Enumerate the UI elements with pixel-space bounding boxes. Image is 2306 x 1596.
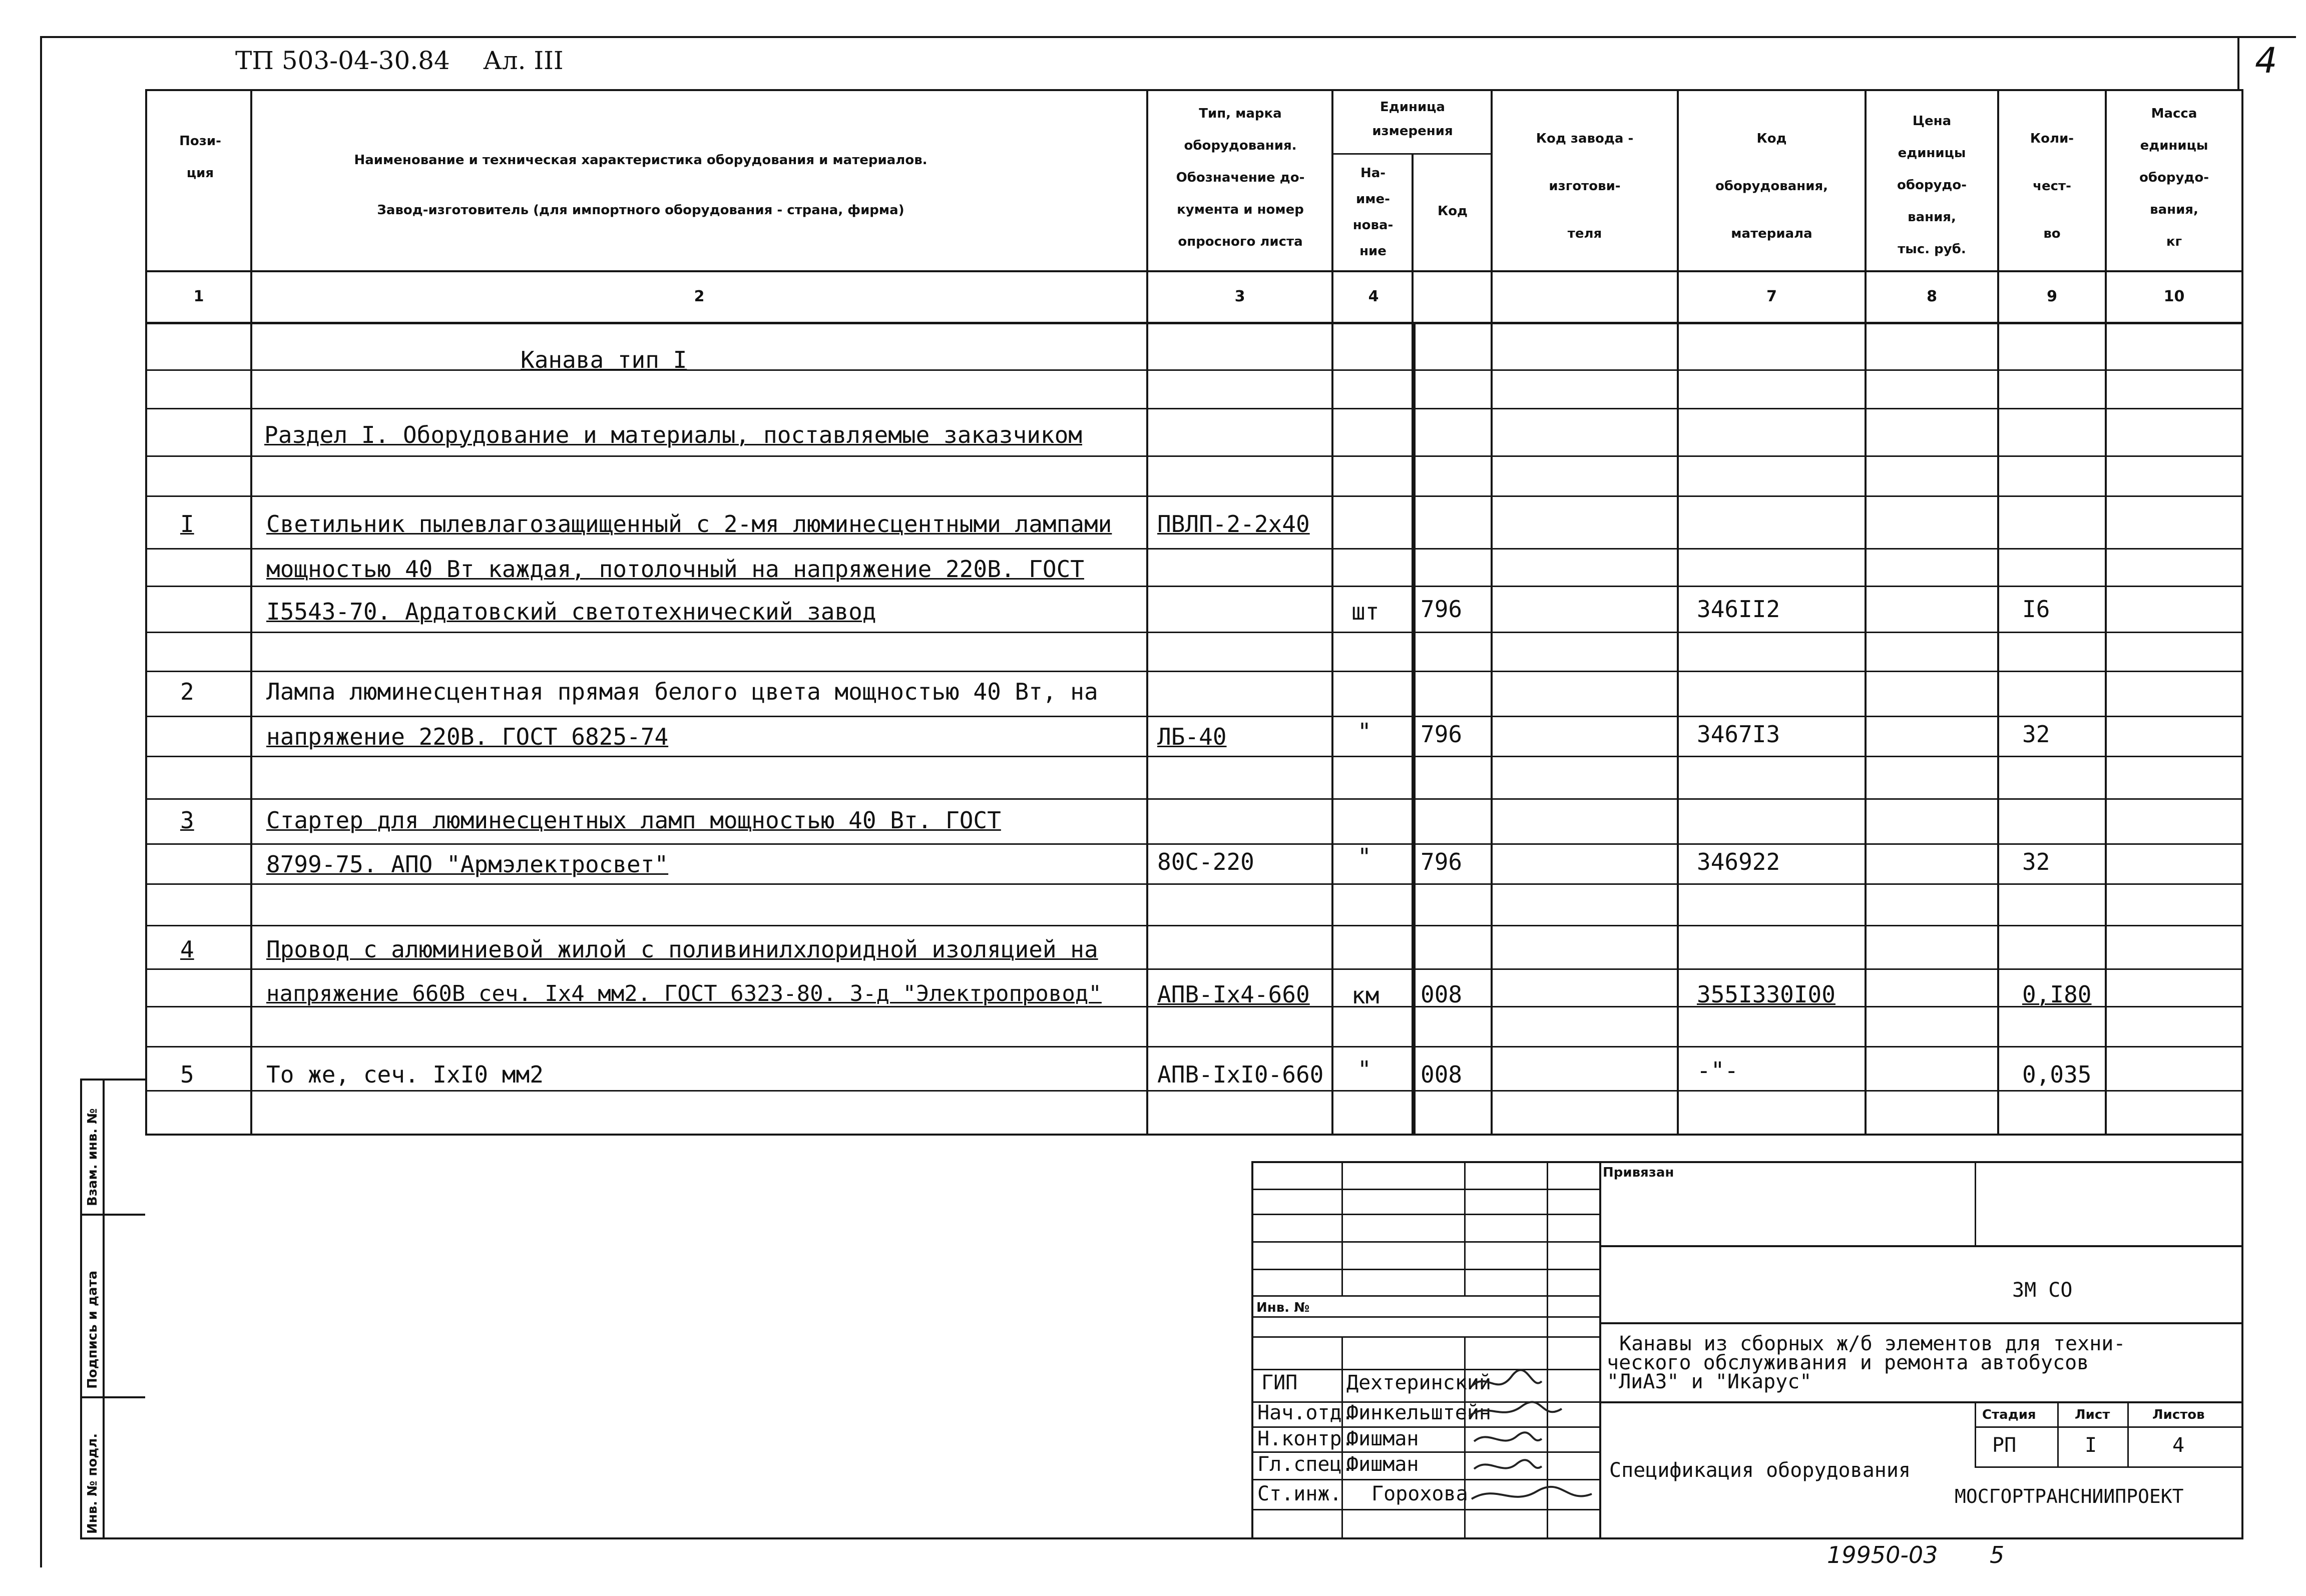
item-unit-code: 008 [1421,1061,1463,1088]
side-label-signature-date: Подпись и дата [85,1270,100,1389]
item-name-line: I5543-70. Ардатовский светотехнический завод [266,598,876,625]
top-border [40,36,2296,38]
role-label: Нач.отд. [1257,1401,1354,1424]
row-line [145,632,2243,633]
row-line [145,671,2243,672]
col-number: 9 [2047,288,2057,305]
item-name-line: напряжение 660В сеч. Iх4 мм2. ГОСТ 6323-80. З-д "Электропровод" [266,981,1102,1006]
item-position: 4 [180,936,194,963]
corner-box-line [2237,36,2239,91]
row-line [145,925,2243,926]
header-unit-code: Код [1437,204,1468,219]
item-type: ЛБ-40 [1157,723,1227,750]
item-position: 5 [180,1061,194,1088]
item-type: АПВ-IхI0-660 [1157,1061,1324,1088]
col-line [2241,89,2243,1135]
header-position: Пози- ция [179,134,221,181]
col-number: 1 [193,288,204,305]
header-quantity: Коли- чест- во [2030,131,2074,241]
item-code: 346II2 [1697,596,1780,623]
signature-scribbles [1467,1366,1602,1516]
footer-number: 19950-03 [1827,1541,1938,1568]
tb-row [1599,1245,2243,1247]
col-line [1414,324,1416,1135]
table-top [145,89,2243,91]
sheet-corner-number: 4 [2255,40,2277,81]
left-margin-line [40,36,42,1567]
doc-code: ТП 503-04-30.84 [235,46,450,75]
header-equip-code: Код оборудования, материала [1715,131,1828,241]
organization-name: МОСГОРТРАНСНИИПРОЕКТ [1955,1485,2184,1507]
frame-bottom-right [2241,1134,2243,1539]
side-label-replace-inv: Взам. инв. № [85,1108,100,1206]
row-line [145,369,2243,371]
tb-row [1599,1401,2243,1403]
role-name: Фишман [1346,1453,1419,1476]
col-number: 4 [1368,288,1379,305]
role-label: Ст.инж. [1257,1482,1342,1505]
item-quantity: 32 [2022,848,2050,875]
item-quantity: 32 [2022,721,2050,748]
tb-row [1251,1214,1599,1215]
album-label: Ал. III [483,46,564,75]
item-name-line: напряжение 220В. ГОСТ 6825-74 [266,723,669,750]
item-code: -"- [1697,1057,1739,1084]
object-name-line: Канавы из сборных ж/б элементов для техни- [1619,1332,2126,1355]
item-name-line: Светильник пылевлагозащищенный с 2-мя люминесцентными лампами [266,510,1112,538]
col-number: 3 [1234,288,1245,305]
row-line [145,495,2243,497]
section-title: Канава тип I [521,346,687,373]
item-quantity: I6 [2022,596,2050,623]
header-type: Тип, марка оборудования. Обозначение до- кумента и номер опросного листа [1176,106,1305,249]
stage-label: Стадия [1982,1407,2036,1422]
row-line [145,408,2243,409]
tb-col [1975,1161,1976,1246]
item-name-line: Стартер для люминесцентных ламп мощностью 40 Вт. ГОСТ [266,807,1001,834]
side-label-original-inv: Инв. № подл. [85,1433,100,1534]
item-quantity: 0,035 [2022,1061,2092,1088]
object-name-line: "ЛиАЗ" и "Икарус" [1607,1370,1812,1393]
item-name-line: Провод с алюминиевой жилой с поливинилхлоридной изоляцией на [266,936,1098,963]
tb-col [1975,1401,1976,1466]
header-price: Цена единицы оборудо- вания, тыс. руб. [1897,114,1967,257]
row-line [145,843,2243,845]
item-type: АПВ-Iх4-660 [1157,981,1310,1008]
privyazan-label: Привязан [1603,1165,1674,1180]
row-line [145,548,2243,550]
row-line [145,586,2243,587]
stage-code: ЗМ СО [2012,1279,2073,1302]
item-unit: " [1357,843,1371,870]
sheet-label: Лист [2075,1407,2110,1422]
tb-col [2127,1401,2129,1466]
role-name: Горохова [1371,1482,1468,1505]
row-line [145,1090,2243,1092]
tb-row [1251,1269,1599,1270]
row-line [145,455,2243,457]
sheets-value: 4 [2172,1434,2185,1457]
item-unit: " [1357,1056,1371,1083]
col-number: 10 [2163,288,2185,305]
item-name-line: мощностью 40 Вт каждая, потолочный на напряжение 220В. ГОСТ [266,556,1084,583]
header-factory-code: Код завода - изготови- теля [1536,131,1634,241]
document-name: Спецификация оборудования [1609,1459,1911,1482]
item-name-line: 8799-75. АПО "Армэлектросвет" [266,851,669,878]
header-unit-name: На- име- нова- ние [1352,166,1394,259]
object-name-line: ческого обслуживания и ремонта автобусов [1607,1351,2089,1374]
frame-bottom [80,1537,2243,1539]
side-sep [80,1396,145,1398]
col-number: 7 [1766,288,1777,305]
tb-col [2057,1401,2059,1466]
row-line [145,1134,2243,1136]
item-unit: км [1351,982,1379,1009]
stage-value: РП [1992,1434,2017,1457]
side-col-left [80,1079,82,1539]
item-name-line: То же, сеч. IхI0 мм2 [266,1061,544,1088]
item-position: 2 [180,678,194,705]
tb-row [1251,1189,1599,1190]
col-number: 2 [694,288,705,305]
item-unit-code: 796 [1421,848,1463,875]
header-mass: Масса единицы оборудо- вания, кг [2139,106,2209,249]
item-position: 3 [180,807,194,834]
col-number: 8 [1927,288,1937,305]
side-col-mid [103,1079,105,1539]
row-line [145,716,2243,717]
tb-row [1251,1295,1599,1297]
tb-row [1251,1316,1599,1318]
tb-row [1599,1322,2243,1324]
row-line [145,968,2243,970]
tb-row [1975,1466,2243,1468]
role-label: Гл.спец. [1257,1453,1354,1476]
col-line [145,89,147,1135]
numbers-bottom [145,322,2243,324]
tb-left [1251,1161,1253,1539]
section-subtitle: Раздел I. Оборудование и материалы, поставляемые заказчиком [264,421,1082,448]
item-unit: шт [1351,598,1379,625]
item-unit: " [1357,718,1371,745]
role-label: Н.контр. [1257,1427,1354,1450]
header-unit-group: Единица измерения [1372,100,1453,139]
item-type: ПВЛП-2-2х40 [1157,510,1310,538]
tb-row [1251,1336,1599,1338]
sheet-value: I [2085,1434,2097,1457]
item-code: 355I330I00 [1697,981,1835,1008]
item-code: 3467I3 [1697,721,1780,748]
tb-row [1975,1426,2243,1428]
item-unit-code: 008 [1421,981,1463,1008]
footer-page: 5 [1990,1541,2005,1568]
row-line [145,883,2243,885]
side-sep [80,1214,145,1216]
item-position: I [180,510,194,538]
role-name: Фишман [1346,1427,1419,1450]
item-name-line: Лампа люминесцентная прямая белого цвета мощностью 40 Вт, на [266,678,1098,705]
sheets-label: Листов [2152,1407,2205,1422]
role-name: Финкельштейн [1346,1401,1491,1424]
tb-col [1464,1161,1466,1296]
tb-row [1251,1241,1599,1243]
row-line [145,798,2243,800]
row-line [145,756,2243,757]
item-unit-code: 796 [1421,596,1463,623]
item-code: 346922 [1697,848,1780,875]
tb-top [1251,1161,2243,1163]
role-label: ГИП [1261,1371,1298,1394]
item-type: 80С-220 [1157,848,1254,875]
row-line [145,1046,2243,1047]
header-name: Наименование и техническая характеристика оборудования и материалов. Завод-изготовитель (для импортного оборудования - страна, фирма) [354,153,928,218]
side-col-top [80,1079,145,1081]
col-line [250,89,252,1135]
tb-col [1341,1161,1343,1296]
inv-number-label: Инв. № [1256,1300,1310,1315]
col-line [1146,89,1148,1135]
item-unit-code: 796 [1421,721,1463,748]
role-name: Дехтеринский [1346,1371,1491,1394]
item-quantity: 0,I80 [2022,981,2092,1008]
header-bottom [145,270,2243,272]
